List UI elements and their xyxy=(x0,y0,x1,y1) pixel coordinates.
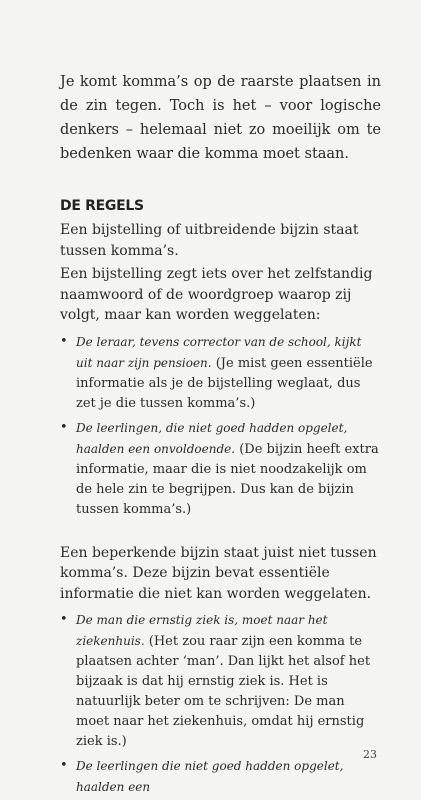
restrictive-examples xyxy=(60,610,381,798)
rule-apposition: Een bijstelling of uitbreidende bijzin staat tussen komma’s. xyxy=(60,222,359,259)
apposition-examples xyxy=(60,332,381,520)
bullet-icon: • xyxy=(60,758,68,773)
page-number: 23 xyxy=(363,748,377,761)
apposition-explanation: Een bijstelling zegt iets over het zelfstandig naamwoord of de woordgroep waarop zij volgt, maar kan worden weggelaten: xyxy=(60,266,373,323)
bullet-icon: • xyxy=(60,612,68,627)
list-item xyxy=(60,756,381,798)
example-note: (Het zou raar zijn een komma te plaatsen achter ‘man’. Dan lijkt het alsof het bijzaak is dat hij ernstig ziek is. Het is natuurlijk beter om te schrijven: De man moet naar het ziekenhuis, omdat hij ernstig ziek is.) xyxy=(76,634,371,749)
bullet-icon: • xyxy=(60,333,68,349)
example-sentence: De leerlingen, die niet goed hadden opgelet, haalden een onvoldoende. xyxy=(76,420,348,456)
example-note: (Je mist geen essentiële informatie als je de bijstelling weglaat, dus zet je die tussen komma’s.) xyxy=(76,355,373,411)
list-item xyxy=(60,610,381,752)
section-heading: DE REGELS xyxy=(60,198,144,214)
example-sentence: De leraar, tevens corrector van de school, kijkt uit naar zijn pensioen. xyxy=(76,334,362,370)
example-sentence: De man die ernstig ziek is, moet naar het ziekenhuis. xyxy=(76,613,328,648)
rule-restrictive: Een beperkende bijzin staat juist niet tussen komma’s. Deze bijzin bevat essentiële informatie die niet kan worden weggelaten. xyxy=(60,544,377,602)
bullet-icon: • xyxy=(60,419,68,435)
example-sentence: De leerlingen die niet goed hadden opgelet, haalden een xyxy=(76,759,344,794)
list-item xyxy=(60,332,381,414)
list-item xyxy=(60,418,381,520)
example-note: (De bijzin heeft extra informatie, maar die is niet noodzakelijk om de hele zin te begrijpen. Dus kan de bijzin tussen komma’s.) xyxy=(76,441,379,517)
intro-paragraph: Je komt komma’s op de raarste plaatsen in de zin tegen. Toch is het – voor logische denkers – helemaal niet zo moeilijk om te bedenken waar die komma moet staan. xyxy=(60,74,381,162)
